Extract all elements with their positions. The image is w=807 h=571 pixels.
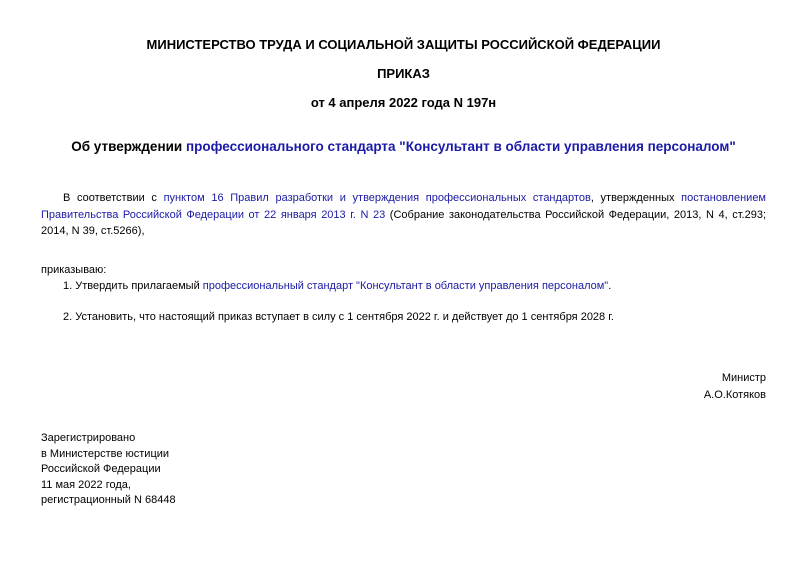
registration-line-5: регистрационный N 68448 [41,494,176,506]
signatory-position: Министр [721,372,766,384]
preamble-text-2: , утвержденных [590,192,682,204]
preamble-text-3: (Собрание законодательства Российской Федерации, 2013, N 4, ст.293; 2014, N 39, ст.5266), [41,208,766,237]
registration-block [41,431,176,509]
registration-line-3: Российской Федерации [41,463,161,475]
preamble-paragraph [41,190,766,240]
signature-block [704,370,766,404]
rules-link[interactable]: пунктом 16 Правил разработки и утверждения профессиональных стандартов [163,192,591,204]
subject-link[interactable]: профессионального стандарта "Консультант в области управления персоналом" [185,139,736,154]
item-1-suffix: . [608,280,612,292]
preamble-text-1: В соответствии с [63,192,164,204]
item-1-prefix: 1. Утвердить прилагаемый [63,280,203,292]
date-number-heading: от 4 апреля 2022 года N 197н [310,95,497,110]
ministry-heading: МИНИСТЕРСТВО ТРУДА И СОЦИАЛЬНОЙ ЗАЩИТЫ РОССИЙСКОЙ ФЕДЕРАЦИИ [146,37,661,52]
subject-heading [0,139,807,155]
professional-standard-link[interactable]: профессиональный стандарт "Консультант в области управления персоналом" [202,280,609,292]
order-item-2: 2. Установить, что настоящий приказ вступает в силу с 1 сентября 2022 г. и действует до 1 сентября 2028 г. [63,311,614,323]
subject-prefix: Об утверждении [71,139,186,154]
registration-line-2: в Министерстве юстиции [41,447,170,460]
orders-word: приказываю: [41,264,107,276]
document-type-heading: ПРИКАЗ [377,66,430,81]
government-decree-link[interactable]: постановлением Правительства Российской Федерации от 22 января 2013 г. N 23 [41,192,766,221]
registration-line-4: 11 мая 2022 года, [41,478,131,491]
registration-line-1: Зарегистрировано [41,432,136,444]
order-item-1 [63,278,763,295]
signatory-name: А.О.Котяков [703,389,766,401]
